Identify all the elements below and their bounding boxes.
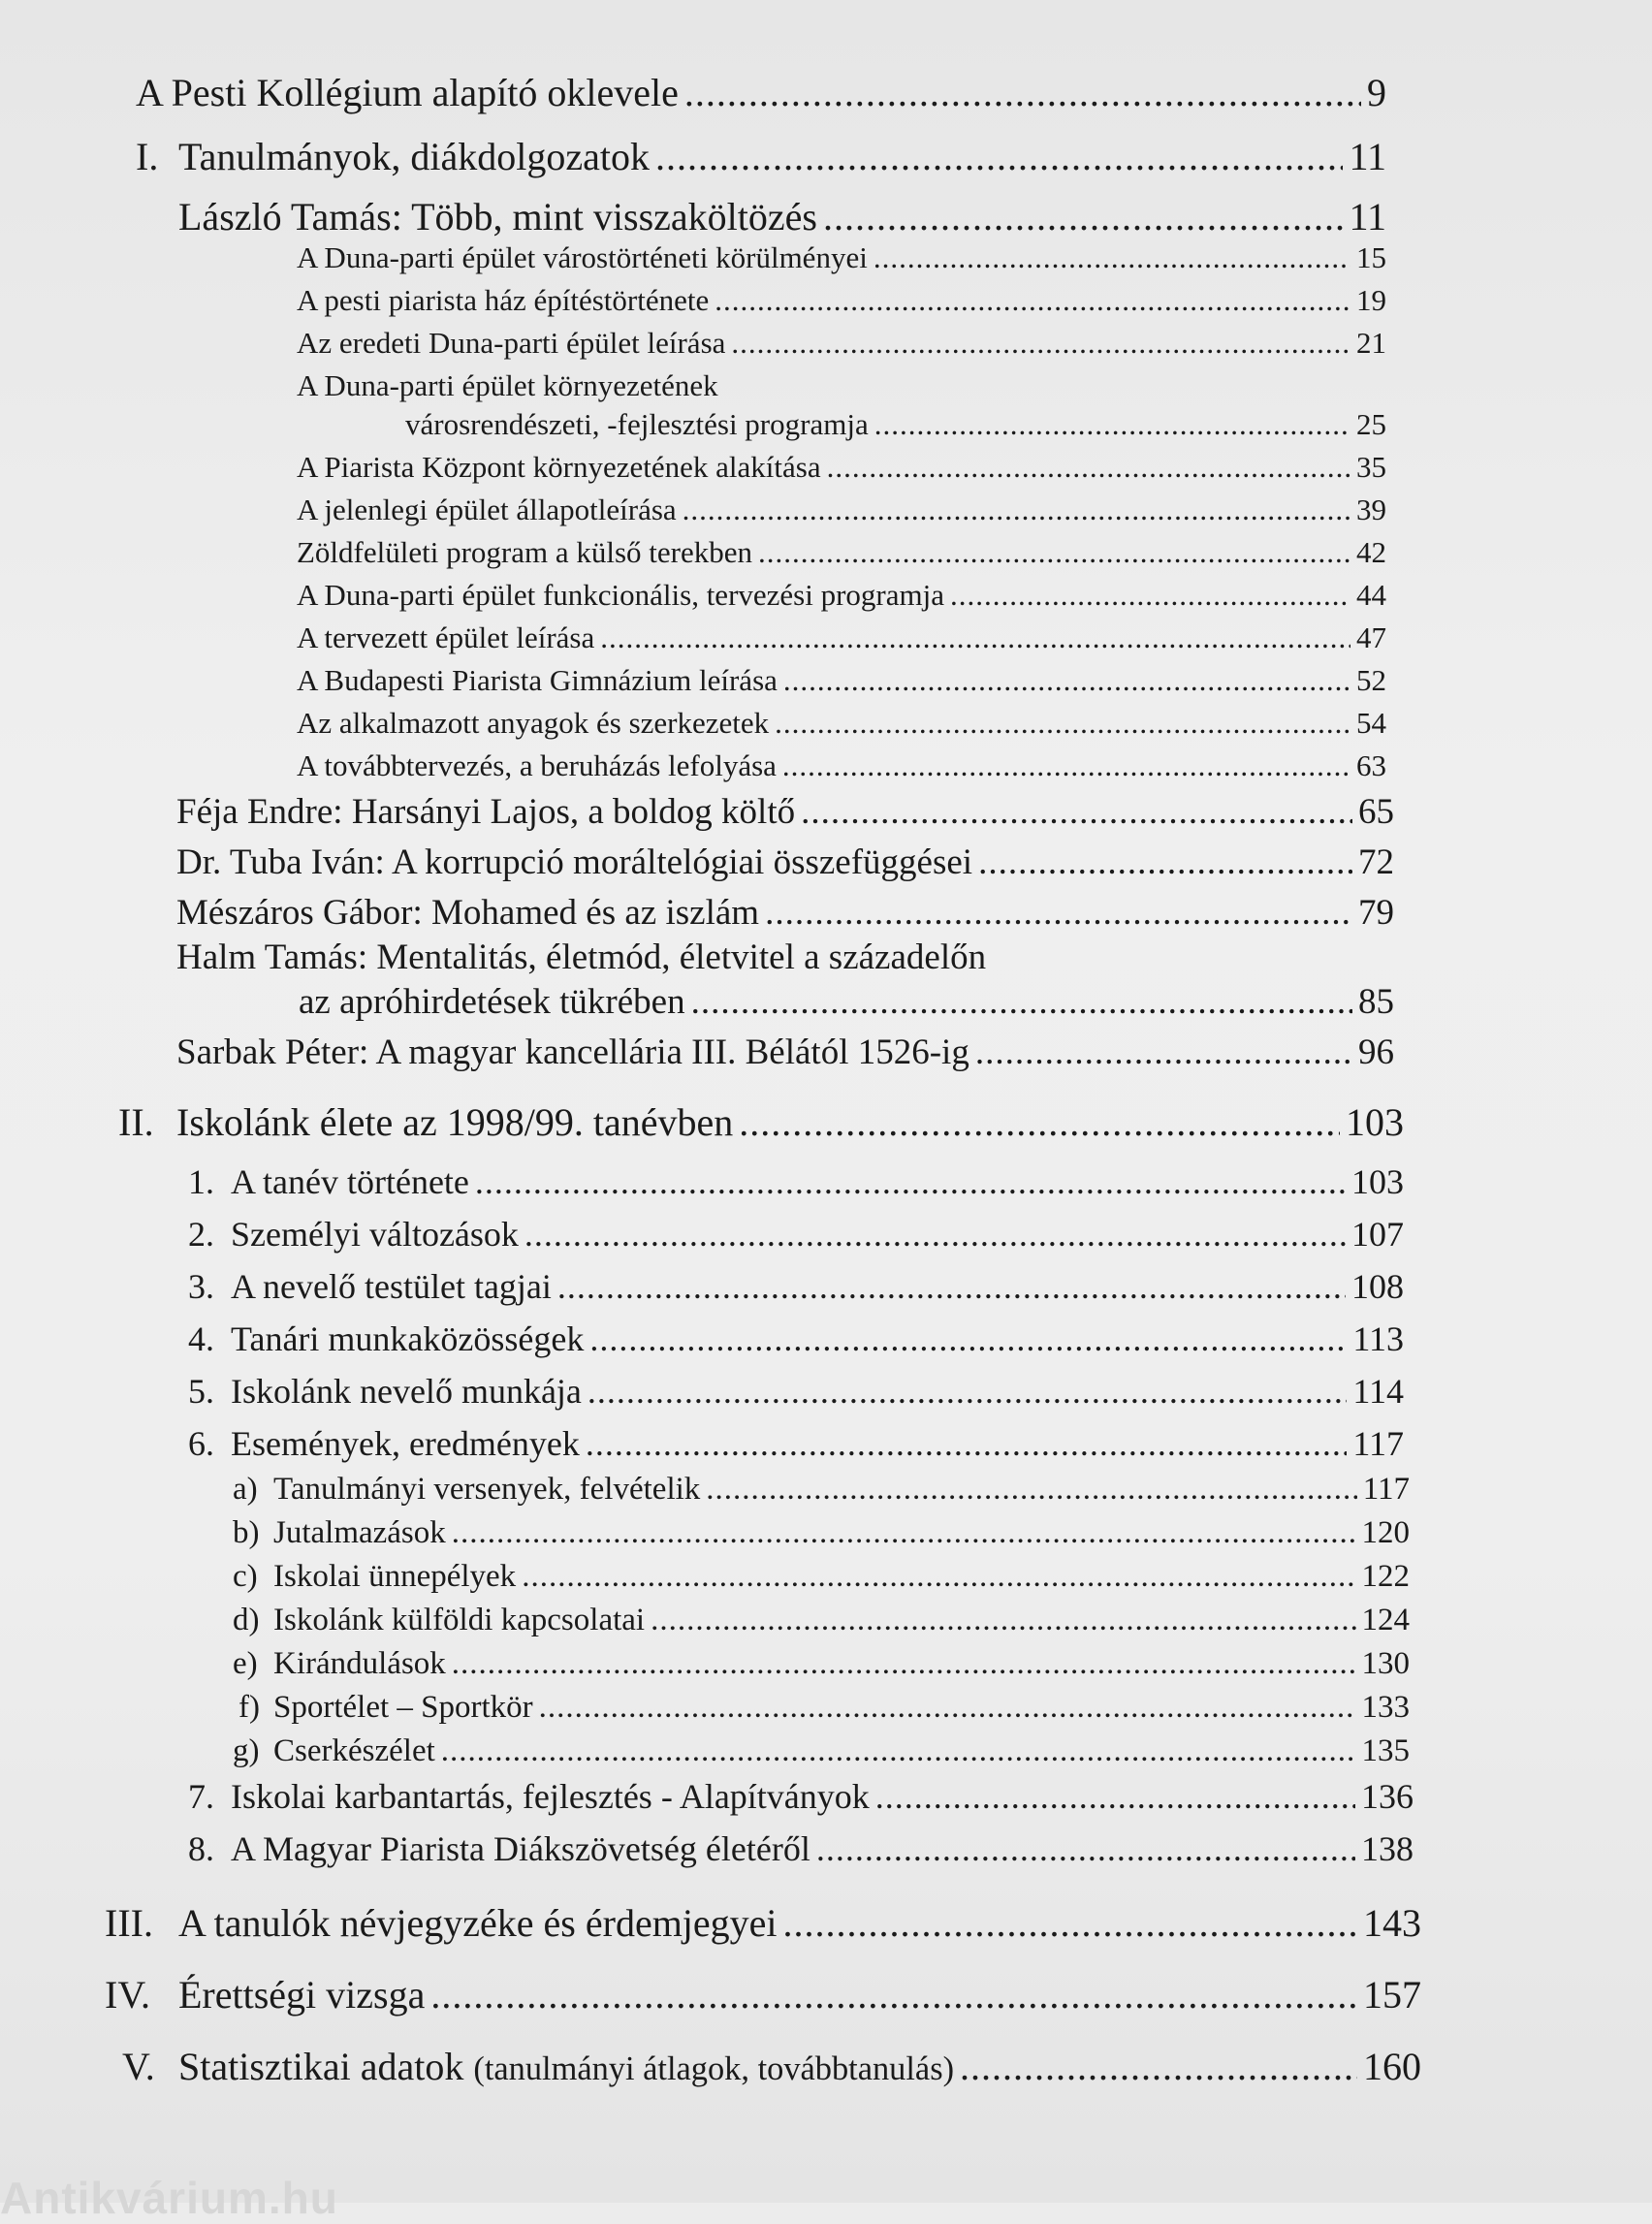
toc-entry xyxy=(188,1266,1404,1307)
dot-leader xyxy=(827,450,1350,485)
dot-leader xyxy=(801,791,1352,833)
page-number: 39 xyxy=(1356,492,1386,526)
dot-leader xyxy=(874,240,1350,275)
page-number: 21 xyxy=(1356,326,1386,360)
page-number: 54 xyxy=(1356,706,1386,740)
toc-entry-line2 xyxy=(299,981,1394,1023)
toc-entry-line1 xyxy=(297,368,1386,403)
item-number: 8. xyxy=(188,1829,214,1868)
page-number: 35 xyxy=(1356,450,1386,484)
dot-leader xyxy=(441,1733,1356,1769)
page-number: 114 xyxy=(1352,1372,1404,1411)
entry-title: A Duna-parti épület környezetének xyxy=(297,368,718,402)
entry-title: Iskolánk nevelő munkája xyxy=(231,1372,582,1411)
dot-leader xyxy=(522,1559,1355,1595)
entry-title: A tervezett épület leírása xyxy=(297,620,595,654)
part-number: V. xyxy=(122,2045,155,2088)
toc-entry xyxy=(297,748,1386,783)
entry-title: Jutalmazások xyxy=(273,1515,446,1550)
entry-title: Tanári munkaközösségek xyxy=(231,1319,585,1358)
entry-title: A jelenlegi épület állapotleírása xyxy=(297,492,677,526)
toc-part-heading xyxy=(136,134,1386,179)
entry-title: A Budapesti Piarista Gimnázium leírása xyxy=(297,663,778,697)
page-number: 133 xyxy=(1361,1690,1410,1725)
page-number: 130 xyxy=(1361,1646,1410,1681)
toc-entry xyxy=(188,1776,1414,1817)
dot-leader xyxy=(655,134,1344,179)
item-letter: g) xyxy=(233,1733,260,1768)
page-number: 138 xyxy=(1361,1829,1414,1868)
page-number: 117 xyxy=(1352,1424,1404,1463)
dot-leader xyxy=(684,70,1361,115)
dot-leader xyxy=(475,1161,1346,1202)
dot-leader xyxy=(539,1690,1356,1726)
toc-entry xyxy=(297,535,1386,570)
entry-title: A pesti piarista ház építéstörténete xyxy=(297,283,710,317)
entry-title: Az alkalmazott anyagok és szerkezetek xyxy=(297,706,770,740)
entry-title: A Duna-parti épület várostörténeti körülményei xyxy=(297,240,868,274)
page-number: 113 xyxy=(1352,1319,1404,1358)
entry-title: A Pesti Kollégium alapító oklevele xyxy=(136,71,679,114)
entry-title: Az eredeti Duna-parti épület leírása xyxy=(297,326,726,360)
entry-subtitle: (tanulmányi átlagok, továbbtanulás) xyxy=(473,2050,955,2087)
entry-title: Személyi változások xyxy=(231,1215,519,1254)
page-number: 63 xyxy=(1356,748,1386,782)
entry-title: Kirándulások xyxy=(273,1646,446,1681)
dot-leader xyxy=(874,407,1350,442)
toc-entry xyxy=(188,1214,1404,1255)
dot-leader xyxy=(715,283,1350,318)
toc-entry-line2 xyxy=(405,407,1386,442)
page-number: 9 xyxy=(1367,71,1386,114)
entry-title: Iskolánk élete az 1998/99. tanévben xyxy=(176,1100,734,1144)
toc-entry xyxy=(297,240,1386,275)
item-number: 2. xyxy=(188,1215,214,1254)
entry-title: A Duna-parti épület funkcionális, tervezési programja xyxy=(297,578,944,612)
toc-entry xyxy=(233,1559,1410,1595)
entry-title: Zöldfelületi program a külső terekben xyxy=(297,535,753,569)
toc-entry-line1 xyxy=(176,937,1394,978)
toc-entry xyxy=(136,70,1386,115)
part-number: IV. xyxy=(105,1973,151,2017)
page-number: 143 xyxy=(1363,1901,1421,1945)
page-number: 15 xyxy=(1356,240,1386,274)
page-number: 124 xyxy=(1361,1603,1410,1637)
dot-leader xyxy=(586,1423,1347,1464)
entry-title: A továbbtervezés, a beruházás lefolyása xyxy=(297,748,777,782)
toc-entry xyxy=(297,706,1386,741)
page-number: 85 xyxy=(1358,982,1394,1022)
page-number: 107 xyxy=(1351,1215,1404,1254)
entry-title: A Magyar Piarista Diákszövetség életéről xyxy=(231,1829,810,1868)
toc-entry xyxy=(297,326,1386,361)
part-number: II. xyxy=(118,1100,154,1144)
item-letter: a) xyxy=(233,1472,258,1507)
toc-entry xyxy=(297,620,1386,655)
toc-entry xyxy=(188,1161,1404,1202)
dot-leader xyxy=(782,748,1350,783)
entry-title: A tanulók névjegyzéke és érdemjegyei xyxy=(178,1901,778,1945)
dot-leader xyxy=(978,842,1352,883)
toc-entry xyxy=(297,492,1386,527)
entry-title: Iskolai karbantartás, fejlesztés - Alapítványok xyxy=(231,1777,870,1816)
toc-entry xyxy=(297,663,1386,698)
entry-title: Tanulmányok, diákdolgozatok xyxy=(178,135,650,178)
entry-title: Sarbak Péter: A magyar kancellária III. Bélától 1526-ig xyxy=(176,1033,969,1072)
page-number: 44 xyxy=(1356,578,1386,612)
entry-title: Iskolánk külföldi kapcsolatai xyxy=(273,1603,646,1637)
entry-title: Iskolai ünnepélyek xyxy=(273,1559,517,1594)
toc-entry xyxy=(297,450,1386,485)
item-number: 5. xyxy=(188,1372,214,1411)
page-number: 11 xyxy=(1349,195,1386,238)
item-letter: b) xyxy=(233,1515,260,1550)
toc-entry xyxy=(233,1603,1410,1638)
toc-part-heading xyxy=(122,2044,1421,2089)
page-number: 52 xyxy=(1356,663,1386,697)
page-number: 25 xyxy=(1356,407,1386,441)
dot-leader xyxy=(731,326,1350,361)
toc-entry xyxy=(233,1472,1410,1508)
page-number: 96 xyxy=(1358,1033,1394,1072)
dot-leader xyxy=(960,2044,1357,2089)
toc-entry xyxy=(176,791,1394,833)
dot-leader xyxy=(875,1776,1355,1817)
page-number: 108 xyxy=(1351,1267,1404,1306)
dot-leader xyxy=(950,578,1350,613)
item-number: 1. xyxy=(188,1162,214,1201)
entry-title: Érettségi vizsga xyxy=(178,1973,426,2017)
entry-title: Féja Endre: Harsányi Lajos, a boldog költő xyxy=(176,792,796,832)
entry-title-continued: az apróhirdetések tükrében xyxy=(299,982,685,1022)
dot-leader xyxy=(524,1214,1346,1255)
toc-entry xyxy=(176,842,1394,883)
page-number: 122 xyxy=(1361,1559,1410,1594)
dot-leader xyxy=(783,663,1350,698)
toc-entry xyxy=(238,1690,1410,1726)
toc-part-heading xyxy=(105,1972,1421,2017)
page-number: 47 xyxy=(1356,620,1386,654)
page-number: 11 xyxy=(1349,135,1386,178)
toc-entry xyxy=(188,1319,1404,1359)
entry-title: Cserkészélet xyxy=(273,1733,435,1768)
page-number: 42 xyxy=(1356,535,1386,569)
part-number: I. xyxy=(136,135,159,178)
entry-title: A nevelő testület tagjai xyxy=(231,1267,552,1306)
entry-title: Tanulmányi versenyek, felvételik xyxy=(273,1472,701,1507)
entry-title: Mészáros Gábor: Mohamed és az iszlám xyxy=(176,893,760,933)
dot-leader xyxy=(557,1266,1346,1307)
page-number: 157 xyxy=(1363,1973,1421,2017)
dot-leader xyxy=(783,1900,1357,1946)
dot-leader xyxy=(823,194,1344,239)
entry-title-continued: városrendészeti, -fejlesztési programja xyxy=(405,407,869,441)
toc-entry xyxy=(188,1828,1414,1869)
dot-leader xyxy=(683,492,1350,527)
dot-leader xyxy=(600,620,1350,655)
item-letter: c) xyxy=(233,1559,258,1594)
item-number: 7. xyxy=(188,1777,214,1816)
entry-title: Halm Tamás: Mentalitás, életmód, életvitel a századelőn xyxy=(176,937,987,977)
toc-part-heading xyxy=(105,1900,1421,1946)
page-number: 65 xyxy=(1358,792,1394,832)
page-number: 135 xyxy=(1361,1733,1410,1768)
toc-entry xyxy=(188,1371,1404,1412)
entry-title: A Piarista Központ környezetének alakítása xyxy=(297,450,821,484)
dot-leader xyxy=(430,1972,1357,2017)
item-letter: d) xyxy=(233,1603,260,1637)
entry-title: Dr. Tuba Iván: A korrupció moráltelógiai összefüggései xyxy=(176,842,973,882)
page-number: 136 xyxy=(1361,1777,1414,1816)
page-number: 117 xyxy=(1362,1472,1410,1507)
page-number: 103 xyxy=(1351,1162,1404,1201)
toc-entry xyxy=(176,892,1394,934)
toc-entry xyxy=(176,1032,1394,1073)
dot-leader xyxy=(588,1371,1347,1412)
toc-entry xyxy=(233,1733,1410,1769)
item-number: 3. xyxy=(188,1267,214,1306)
page-number: 160 xyxy=(1363,2045,1421,2088)
dot-leader xyxy=(452,1515,1356,1551)
watermark: Antikvárium.hu xyxy=(0,2173,338,2223)
item-letter: f) xyxy=(238,1690,260,1725)
item-number: 4. xyxy=(188,1319,214,1358)
toc-part-heading xyxy=(118,1099,1404,1145)
dot-leader xyxy=(816,1828,1355,1869)
toc-entry xyxy=(297,283,1386,318)
dot-leader xyxy=(758,535,1350,570)
dot-leader xyxy=(765,892,1352,934)
toc-entry xyxy=(188,1423,1404,1464)
page-number: 72 xyxy=(1358,842,1394,882)
dot-leader xyxy=(739,1099,1340,1145)
part-number: III. xyxy=(105,1901,153,1945)
dot-leader xyxy=(691,981,1352,1023)
entry-title: A tanév története xyxy=(231,1162,469,1201)
dot-leader xyxy=(975,1032,1352,1073)
entry-title: László Tamás: Több, mint visszaköltözés xyxy=(178,195,817,238)
dot-leader xyxy=(775,706,1350,741)
entry-title: Statisztikai adatok xyxy=(178,2045,464,2088)
toc-entry xyxy=(178,194,1386,239)
toc-entry xyxy=(233,1515,1410,1551)
item-number: 6. xyxy=(188,1424,214,1463)
item-letter: e) xyxy=(233,1646,258,1681)
entry-title: Sportélet – Sportkör xyxy=(273,1690,533,1725)
page-number: 103 xyxy=(1346,1100,1404,1144)
dot-leader xyxy=(706,1472,1356,1508)
page-number: 19 xyxy=(1356,283,1386,317)
dot-leader xyxy=(452,1646,1356,1682)
dot-leader xyxy=(651,1603,1355,1638)
dot-leader xyxy=(589,1319,1347,1359)
entry-title: Események, eredmények xyxy=(231,1424,580,1463)
page-number: 79 xyxy=(1358,893,1394,933)
toc-entry xyxy=(297,578,1386,613)
toc-entry xyxy=(233,1646,1410,1682)
page-number: 120 xyxy=(1361,1515,1410,1550)
